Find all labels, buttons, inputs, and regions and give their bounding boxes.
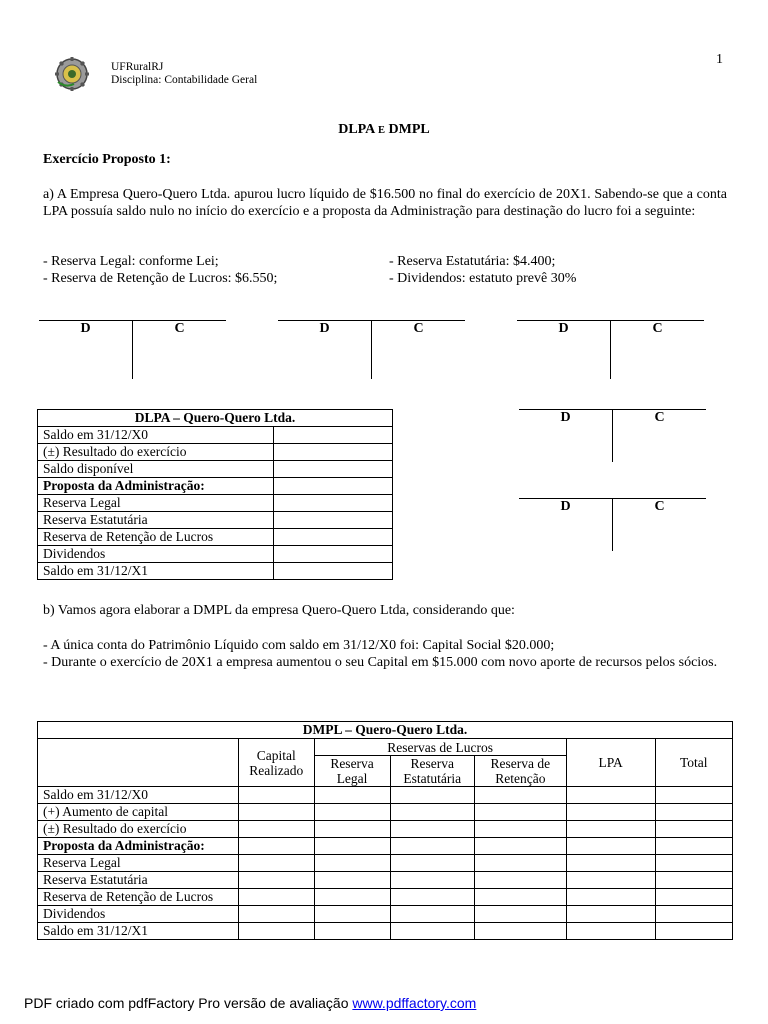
row-label: Proposta da Administração: — [38, 478, 274, 495]
t-account-2 — [278, 320, 465, 379]
value-cell — [274, 495, 393, 512]
header-total: Total — [655, 739, 732, 787]
t-account-debit: D — [80, 321, 91, 336]
value-cell — [274, 529, 393, 546]
table-row — [38, 512, 393, 529]
items-left — [43, 253, 277, 287]
row-label: Saldo em 31/12/X1 — [38, 563, 274, 580]
document-title — [0, 122, 768, 138]
value-cell — [274, 444, 393, 461]
row-label: Reserva Estatutária — [38, 512, 274, 529]
value-cell — [274, 563, 393, 580]
table-row — [38, 838, 733, 855]
t-account-debit: D — [560, 410, 571, 425]
value-cell — [274, 546, 393, 563]
dmpl-title: DMPL – Quero-Quero Ltda. — [38, 722, 733, 739]
value-cell — [274, 478, 393, 495]
value-cell — [274, 427, 393, 444]
row-label: Saldo em 31/12/X0 — [38, 787, 239, 804]
paragraph-b: b) Vamos agora elaborar a DMPL da empresa Quero-Quero Ltda, considerando que: — [43, 603, 515, 618]
row-label: Reserva Legal — [38, 855, 239, 872]
header-capital: Capital Realizado — [238, 739, 314, 787]
item-reserva-retencao: - Reserva de Retenção de Lucros: $6.550; — [43, 271, 278, 286]
header-blank — [38, 739, 239, 787]
row-label: Reserva Estatutária — [38, 872, 239, 889]
table-row — [38, 563, 393, 580]
title-part-2: E — [378, 125, 386, 136]
t-account-credit: C — [654, 410, 665, 425]
item-reserva-estatutaria: - Reserva Estatutária: $4.400; — [389, 254, 556, 269]
t-account-4 — [519, 409, 706, 462]
header-lpa: LPA — [566, 739, 655, 787]
row-label: Reserva de Retenção de Lucros — [38, 529, 274, 546]
university-logo-icon — [52, 56, 92, 92]
page-number: 1 — [716, 52, 723, 67]
title-part-1: DLPA — [338, 122, 379, 137]
header-reserva-legal: Reserva Legal — [314, 756, 390, 787]
row-label: Reserva de Retenção de Lucros — [38, 889, 239, 906]
institution-name: UFRuralRJ — [111, 61, 164, 73]
row-label: (±) Resultado do exercício — [38, 821, 239, 838]
row-label: Saldo em 31/12/X1 — [38, 923, 239, 940]
row-label: Reserva Legal — [38, 495, 274, 512]
bullet-b-1: - A única conta do Patrimônio Líquido com saldo em 31/12/X0 foi: Capital Social $20.000; — [43, 638, 555, 653]
header-reservas: Reservas de Lucros — [314, 739, 566, 756]
row-label: (±) Resultado do exercício — [38, 444, 274, 461]
table-row — [38, 444, 393, 461]
row-label: Proposta da Administração: — [38, 838, 239, 855]
paragraph-a: a) A Empresa Quero-Quero Ltda. apurou lucro líquido de $16.500 no final do exercício de 20X1. Sabendo-se que a conta LPA possuía saldo nulo no início do exercício e a proposta da Administração para destinação do lucro foi a seguinte: — [43, 187, 727, 219]
header-block — [111, 61, 257, 87]
row-label: Dividendos — [38, 906, 239, 923]
table-row — [38, 478, 393, 495]
table-row — [38, 427, 393, 444]
item-dividendos: - Dividendos: estatuto prevê 30% — [389, 271, 577, 286]
t-account-credit: C — [652, 321, 663, 336]
table-row — [38, 906, 733, 923]
header-reserva-retencao: Reserva de Retenção — [474, 756, 566, 787]
t-account-1 — [39, 320, 226, 379]
table-row — [38, 889, 733, 906]
dmpl-table — [37, 721, 733, 940]
items-right — [389, 253, 576, 287]
t-account-debit: D — [319, 321, 330, 336]
t-account-3 — [517, 320, 704, 379]
dlpa-table — [37, 409, 393, 580]
t-account-credit: C — [413, 321, 424, 336]
header-reserva-estatutaria: Reserva Estatutária — [390, 756, 474, 787]
table-row — [38, 855, 733, 872]
t-account-credit: C — [174, 321, 185, 336]
table-row — [38, 804, 733, 821]
bullet-b-2: - Durante o exercício de 20X1 a empresa aumentou o seu Capital em $15.000 com novo aporte de recursos pelos sócios. — [43, 655, 718, 670]
table-row — [38, 529, 393, 546]
value-cell — [274, 461, 393, 478]
footer-text: PDF criado com pdfFactory Pro versão de avaliação — [24, 995, 353, 1011]
dlpa-title: DLPA – Quero-Quero Ltda. — [38, 410, 393, 427]
table-row — [38, 872, 733, 889]
title-part-3: DMPL — [385, 122, 430, 137]
t-account-credit: C — [654, 499, 665, 514]
table-row — [38, 461, 393, 478]
footer-link[interactable]: www.pdffactory.com — [352, 995, 477, 1011]
row-label: Dividendos — [38, 546, 274, 563]
row-label: (+) Aumento de capital — [38, 804, 239, 821]
t-account-debit: D — [558, 321, 569, 336]
table-row — [38, 546, 393, 563]
table-row — [38, 923, 733, 940]
exercise-title: Exercício Proposto 1: — [43, 152, 171, 167]
pdf-footer — [24, 995, 476, 1011]
table-row — [38, 495, 393, 512]
table-row — [38, 787, 733, 804]
discipline-name: Disciplina: Contabilidade Geral — [111, 74, 258, 86]
row-label: Saldo em 31/12/X0 — [38, 427, 274, 444]
table-row — [38, 821, 733, 838]
value-cell — [274, 512, 393, 529]
t-account-debit: D — [560, 499, 571, 514]
t-account-5 — [519, 498, 706, 551]
item-reserva-legal: - Reserva Legal: conforme Lei; — [43, 254, 219, 269]
row-label: Saldo disponível — [38, 461, 274, 478]
